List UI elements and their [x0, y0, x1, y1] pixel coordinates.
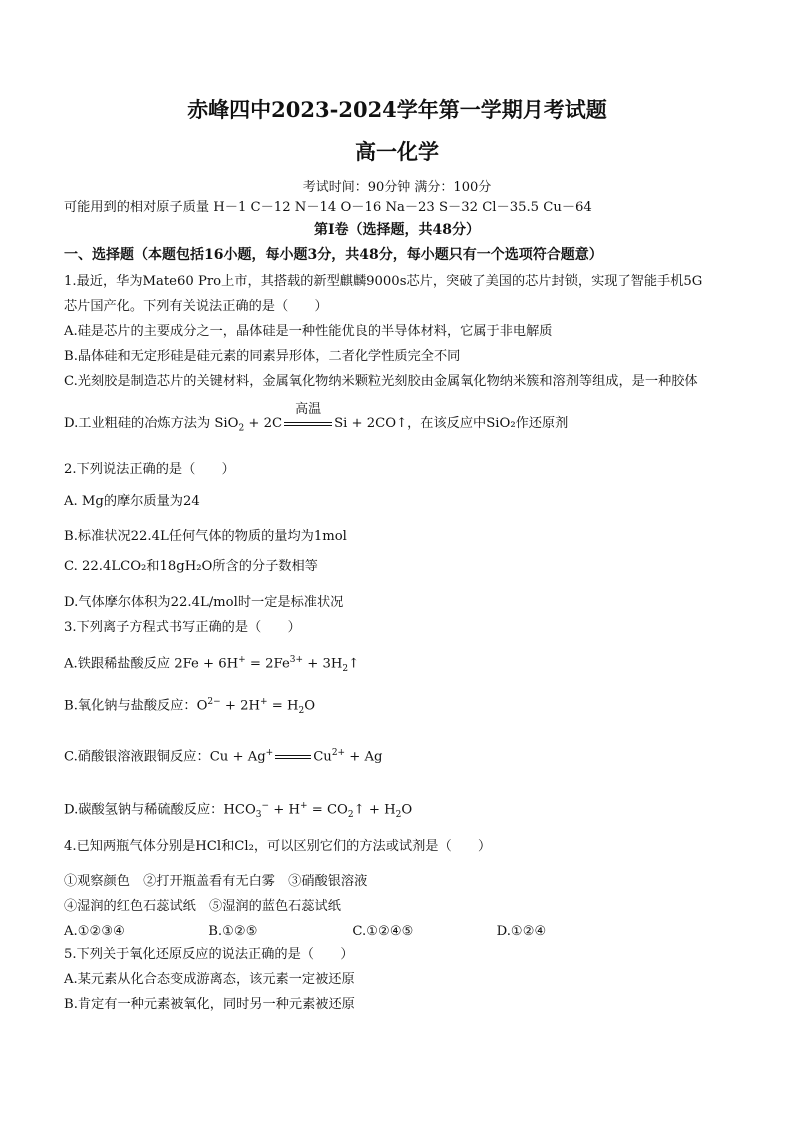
reaction-condition: 高温: [282, 415, 334, 433]
q2-option-a: A. Mg的摩尔质量为24: [64, 494, 200, 509]
q4-methods-line2: ④湿润的红色石蕊试纸 ⑤湿润的蓝色石蕊试纸: [64, 899, 341, 914]
q1-stem-line1: 1.最近，华为Mate60 Pro上市，其搭载的新型麒麟9000s芯片，突破了美国的芯片封锁，实现了智能手机5G: [64, 274, 703, 289]
q5-option-a: A.某元素从化合态变成游离态，该元素一定被还原: [64, 972, 355, 987]
q2-stem: 2.下列说法正确的是（ ）: [64, 462, 235, 477]
q3-option-d: D.碳酸氢钠与稀硫酸反应：$HCO_3^- + H^+$ = $CO_2↑ + H_2O$: [64, 801, 413, 821]
exam-subject: 高一化学: [355, 139, 439, 164]
q2-option-c: C. 22.4LCO₂和18gH₂O所含的分子数相等: [64, 559, 318, 574]
q4-option-c: C.①②④⑤: [352, 924, 414, 939]
q3-stem: 3.下列离子方程式书写正确的是（ ）: [64, 620, 301, 635]
q4-stem: 4.已知两瓶气体分别是HCl和Cl₂，可以区别它们的方法或试剂是（ ）: [64, 839, 492, 854]
q5-stem: 5.下列关于氧化还原反应的说法正确的是（ ）: [64, 947, 354, 962]
exam-info: 考试时间：90分钟 满分：100分: [302, 180, 492, 195]
section-heading: 一、选择题（本题包括16小题，每小题3分，共48分，每小题只有一个选项符合题意）: [64, 247, 603, 263]
q1-option-b: B.晶体硅和无定形硅是硅元素的同素异形体，二者化学性质完全不同: [64, 349, 461, 364]
q2-option-b: B.标准状况22.4L任何气体的物质的量均为1mol: [64, 529, 347, 544]
q5-option-b: B.肯定有一种元素被氧化，同时另一种元素被还原: [64, 997, 355, 1012]
q3-option-c: C.硝酸银溶液跟铜反应：Cu + Ag+ $Cu^{2+} + Ag$: [64, 748, 383, 765]
q1-d-prefix: D.工业粗硅的冶炼方法为: [64, 416, 211, 431]
q1-option-d: D.工业粗硅的冶炼方法为 SiO$_2$ + 2C 高温 Si + 2CO↑，在该反应中SiO₂作还原剂: [64, 402, 569, 434]
q2-option-d: D.气体摩尔体积为22.4L/mol时一定是标准状况: [64, 595, 344, 610]
atomic-masses: 可能用到的相对原子质量 H－1 C－12 N－14 O－16 Na－23 S－32 Cl－35.5 Cu－64: [64, 200, 592, 215]
q4-option-a: A.①②③④: [64, 924, 126, 939]
exam-title: 赤峰四中2023-2024学年第一学期月考试题: [187, 97, 607, 122]
q4-option-b: B.①②⑤: [208, 924, 258, 939]
q1-option-c: C.光刻胶是制造芯片的关键材料，金属氧化物纳米颗粒光刻胶由金属氧化物纳米簇和溶剂等组成，是一种胶体: [64, 374, 698, 389]
q4-option-d: D.①②④: [496, 924, 547, 939]
q4-options: [64, 923, 546, 941]
q1-stem-line2: 芯片国产化。下列有关说法正确的是（ ）: [64, 299, 328, 314]
volume-heading: 第Ⅰ卷（选择题，共48分）: [313, 222, 481, 238]
q4-methods-line1: ①观察颜色 ②打开瓶盖看有无白雾 ③硝酸银溶液: [64, 874, 368, 889]
q3-option-a: A.铁跟稀盐酸反应 $2Fe + 6H^+ = 2Fe^{3+}$ + $3H_2↑$: [64, 655, 360, 675]
q1-d-suffix: ，在该反应中SiO₂作还原剂: [407, 416, 569, 431]
q3-option-b: B.氧化钠与盐酸反应：$O^{2-} + 2H^+ = H_2O$: [64, 697, 316, 717]
q1-option-a: A.硅是芯片的主要成分之一，晶体硅是一种性能优良的半导体材料，它属于非电解质: [64, 324, 553, 339]
